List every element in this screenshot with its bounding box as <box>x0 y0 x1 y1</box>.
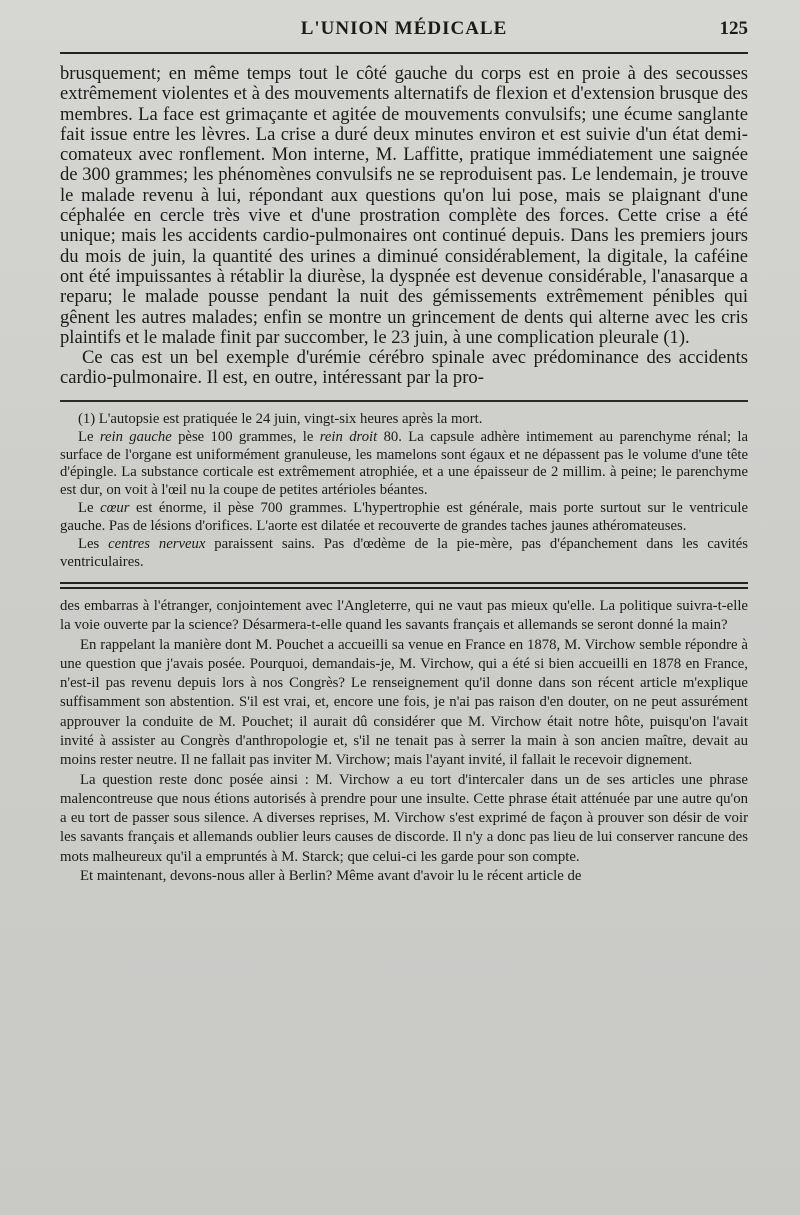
footnote-kidney: Le rein gauche pèse 100 grammes, le rein droit 80. La capsule adhère intimement au parenchyme rénal; la surface de l'organe est uniformément granuleuse, les mamelons sont égaux et ne dépassent pas le volume d'une tête d'épingle. La substance corticale est extrêmement atrophiée, et a une épaisseur de 2 millim. à peine; le parenchyme est dur, on voit à l'œil nu la coupe de petites artérioles béantes. <box>60 428 748 499</box>
article-divider <box>60 582 748 589</box>
footnote-separator <box>60 400 748 402</box>
second-article-paragraph-4: Et maintenant, devons-nous aller à Berlin? Même avant d'avoir lu le récent article de <box>80 868 582 885</box>
second-article-paragraph-2: En rappelant la manière dont M. Pouchet a accueilli sa venue en France en 1878, M. Virchow semble répondre à une question que j'avais posée. Pourquoi, demandais-je, M. Virchow, qui a été si bien accueilli en 1878 en France, n'est-il pas revenu depuis lors à nos Congrès? Le renseignement qu'il donne dans son récent article m'explique suffisamment son abstention. S'il est vrai, et, encore une fois, je n'ai pas raison d'en douter, on ne peut assurément approuver la conduite de M. Pouchet; il aurait dû considérer que M. Virchow était notre hôte, puisqu'on l'avait invité à assister au Congrès d'anthropologie et, s'il ne tenait pas à serrer la main à son ancien maître, devait au moins rester neutre. Il ne fallait pas inviter M. Virchow; mais l'ayant invité, il fallait le recevoir dignement. <box>60 636 748 769</box>
main-paragraph-1: brusquement; en même temps tout le côté gauche du corps est en proie à des secousses extrêmement violentes et à des mouvements alternatifs de flexion et d'extension brusque des membres. La face est grimaçante et agitée de mouvements convulsifs; une écume sanglante fait issue entre les lèvres. La crise a duré deux minutes environ et est suivie d'un état demi-comateux avec ronflement. Mon interne, M. Laffitte, pratique immédiatement une saignée de 300 grammes; les phénomènes convulsifs ne se reproduisent pas. Le lendemain, je trouve le malade revenu à lui, répondant aux questions qu'on lui pose, mais se plaignant d'une céphalée en cercle très vive et d'une prostration complète des forces. Cette crise a été unique; mais les accidents cardio-pulmonaires ont continué depuis. Dans les premiers jours du mois de juin, la quantité des urines a diminué considérablement, la digitale, la caféine ont été impuissantes à rétablir la diurèse, la dyspnée est devenue considérable, l'anasarque a reparu; le malade pousse pendant la nuit des gémissements extrêmement pénibles qui gênent les autres malades; enfin se montre un grincement de dents qui alterne avec les cris plaintifs et le malade finit par succomber, le 23 juin, à une complication pleurale (1). <box>60 63 748 348</box>
footnote-heart: Le cœur est énorme, il pèse 700 grammes. L'hypertrophie est générale, mais porte surtout sur le ventricule gauche. Pas de lésions d'orifices. L'aorte est dilatée et recouverte de grandes taches jaunes athéromateuses. <box>60 500 749 535</box>
second-article-paragraph-1: des embarras à l'étranger, conjointement avec l'Angleterre, qui ne vaut pas mieux qu'elle. La politique suivra-t-elle la voie ouverte par la science? Désarmera-t-elle quand les savants français et allemands se seront donné la main? <box>60 597 748 634</box>
running-head <box>60 14 748 48</box>
header-rule <box>60 52 748 54</box>
footnote-nerves: Les centres nerveux paraissent sains. Pas d'œdème de la pie-mère, pas d'épanchement dans les cavités ventriculaires. <box>60 536 748 570</box>
journal-title: L'UNION MÉDICALE <box>300 18 508 39</box>
page-number: 125 <box>719 18 748 39</box>
main-paragraph-2: Ce cas est un bel exemple d'urémie cérébro spinale avec prédominance des accidents cardio-pulmonaire. Il est, en outre, intéressant par la pro- <box>60 347 748 389</box>
footnote-line-1: (1) L'autopsie est pratiquée le 24 juin, vingt-six heures après la mort. <box>78 410 483 427</box>
second-article-paragraph-3: La question reste donc posée ainsi : M. Virchow a eu tort d'intercaler dans un de ses articles une phrase malencontreuse que nous étions autorisés à prendre pour une insulte. Cette phrase était atténuée par une autre qu'on a eu tort de passer sous silence. A diverses reprises, M. Virchow s'est exprimé de façon à prouver son désir de voir les savants français et allemands oublier leurs causes de discorde. Il n'y a donc pas lieu de lui conserver rancune des mots malheureux qu'il a empruntés à M. Starck; que celui-ci les garde pour son compte. <box>60 771 748 865</box>
